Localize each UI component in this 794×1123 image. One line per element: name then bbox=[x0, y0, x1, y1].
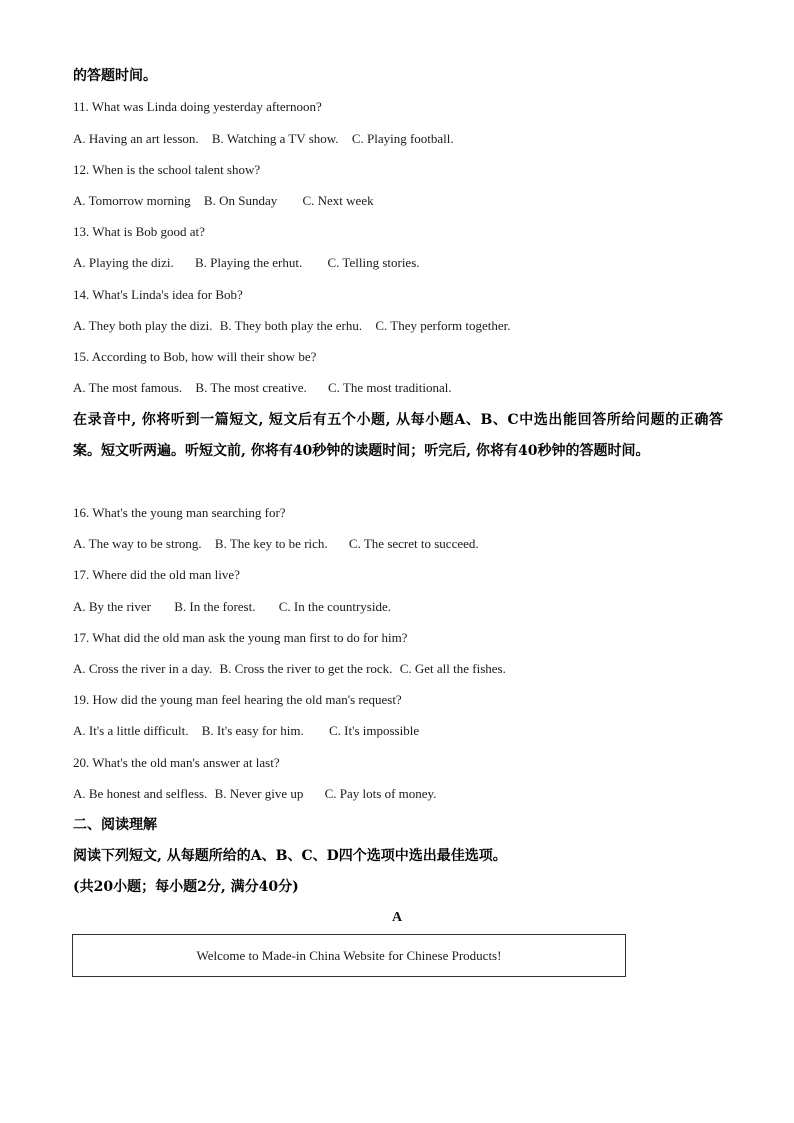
section-title: 二、阅读理解 bbox=[73, 817, 157, 833]
options-15 bbox=[73, 379, 452, 397]
options-11 bbox=[73, 130, 454, 148]
options-14 bbox=[73, 317, 511, 335]
option-c: C. The most traditional. bbox=[327, 380, 452, 395]
passage-title-text: Welcome to Made-in China Website for Chinese Products! bbox=[196, 947, 502, 963]
option-c: C. Playing football. bbox=[351, 131, 454, 146]
option-b: B. They both play the erhu. bbox=[219, 318, 363, 333]
passage-title-box bbox=[72, 934, 626, 977]
reading-instruction: 阅读下列短文, 从每题所给的A、B、C、D四个选项中选出最佳选项。 bbox=[73, 848, 507, 864]
score-note: (共20小题；每小题2分, 满分40分) bbox=[73, 879, 299, 895]
question-17: 17. Where did the old man live? bbox=[73, 567, 240, 582]
question-11: 11. What was Linda doing yesterday afternoon? bbox=[73, 99, 322, 114]
option-a: A. They both play the dizi. bbox=[73, 318, 213, 333]
listening-instruction: 在录音中, 你将听到一篇短文, 短文后有五个小题, 从每小题A、B、C中选出能回答所给问题的正确答案。短文听两遍。听短文前, 你将有40秒钟的读题时间；听完后, 你将有40秒钟的答题时间。 bbox=[73, 412, 723, 459]
options-18 bbox=[73, 660, 506, 678]
option-b: B. Watching a TV show. bbox=[211, 131, 339, 146]
option-c: C. They perform together. bbox=[375, 318, 511, 333]
option-b: B. Playing the erhut. bbox=[195, 255, 303, 270]
option-c: C. The secret to succeed. bbox=[348, 536, 479, 551]
question-18: 17. What did the old man ask the young man first to do for him? bbox=[73, 630, 408, 645]
question-20: 20. What's the old man's answer at last? bbox=[73, 755, 280, 770]
option-a: A. By the river bbox=[73, 599, 151, 614]
option-a: A. Be honest and selfless. bbox=[73, 786, 208, 801]
question-14: 14. What's Linda's idea for Bob? bbox=[73, 287, 243, 302]
option-a: A. Playing the dizi. bbox=[73, 255, 174, 270]
options-19 bbox=[73, 722, 419, 740]
question-19: 19. How did the young man feel hearing the old man's request? bbox=[73, 692, 402, 707]
options-17 bbox=[73, 598, 391, 616]
option-b: B. The most creative. bbox=[195, 380, 307, 395]
option-a: A. The most famous. bbox=[73, 380, 183, 395]
option-c: C. In the countryside. bbox=[278, 599, 392, 614]
option-a: A. Having an art lesson. bbox=[73, 131, 199, 146]
option-c: C. Next week bbox=[302, 193, 374, 208]
option-b: B. In the forest. bbox=[174, 599, 256, 614]
options-12 bbox=[73, 192, 374, 210]
options-20 bbox=[73, 785, 436, 803]
option-a: A. Cross the river in a day. bbox=[73, 661, 213, 676]
question-13: 13. What is Bob good at? bbox=[73, 224, 205, 239]
passage-label: A bbox=[391, 910, 403, 925]
option-b: B. Never give up bbox=[214, 786, 304, 801]
option-c: C. It's impossible bbox=[328, 723, 420, 738]
option-b: B. On Sunday bbox=[203, 193, 278, 208]
option-a: A. Tomorrow morning bbox=[73, 193, 191, 208]
option-a: A. The way to be strong. bbox=[73, 536, 202, 551]
option-b: B. The key to be rich. bbox=[214, 536, 328, 551]
question-12: 12. When is the school talent show? bbox=[73, 162, 261, 177]
question-15: 15. According to Bob, how will their show be? bbox=[73, 349, 317, 364]
option-b: B. Cross the river to get the rock. bbox=[219, 661, 393, 676]
option-a: A. It's a little difficult. bbox=[73, 723, 189, 738]
option-b: B. It's easy for him. bbox=[201, 723, 304, 738]
question-16: 16. What's the young man searching for? bbox=[73, 505, 286, 520]
options-16 bbox=[73, 535, 479, 553]
option-c: C. Get all the fishes. bbox=[399, 661, 506, 676]
options-13 bbox=[73, 254, 420, 272]
option-c: C. Telling stories. bbox=[327, 255, 420, 270]
instruction-continuation: 的答题时间。 bbox=[73, 68, 157, 84]
option-c: C. Pay lots of money. bbox=[324, 786, 437, 801]
